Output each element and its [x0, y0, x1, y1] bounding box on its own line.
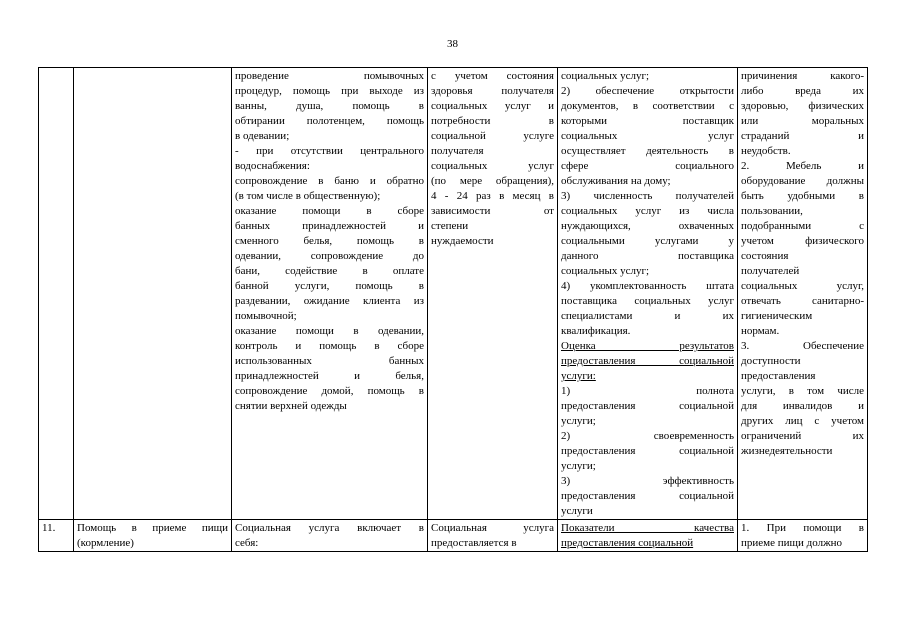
- cell-line: предоставляется в: [431, 537, 517, 549]
- cell-line: сменного белья, помощь в: [235, 235, 424, 247]
- cell-line: Социальная услуга включает в: [235, 522, 424, 534]
- cell-line: подобранными с: [741, 220, 864, 232]
- cell-line: одевании, сопровождение до: [235, 250, 424, 262]
- cell-line: снятии верхней одежды: [235, 400, 347, 412]
- cell-service-content: [232, 68, 428, 520]
- cell-line: 2. Мебель и: [741, 160, 864, 172]
- cell-line: банных принадлежностей и: [235, 220, 424, 232]
- cell-line: предоставления: [741, 370, 816, 382]
- cell-line: документов, в соответствии с: [561, 100, 734, 112]
- cell-line: водоснабжения:: [235, 160, 310, 172]
- cell-line: для инвалидов и: [741, 400, 864, 412]
- cell-line: предоставления социальной: [561, 445, 734, 457]
- cell-line: контроль и помощь в сборе: [235, 340, 424, 352]
- cell-line: услуги:: [561, 370, 596, 382]
- cell-line: оборудование должны: [741, 175, 864, 187]
- cell-line: социальными услугами у: [561, 235, 734, 247]
- cell-line: учетом физического: [741, 235, 864, 247]
- cell-line: раздевании, ожидание клиента из: [235, 295, 424, 307]
- cell-service-name: [74, 68, 232, 520]
- cell-line: отвечать санитарно-: [741, 295, 864, 307]
- cell-line: себя:: [235, 537, 259, 549]
- table-row-continuation: [39, 68, 868, 520]
- cell-line: данного поставщика: [561, 250, 734, 262]
- cell-line: в одевании;: [235, 130, 290, 142]
- cell-line: социальных услуг;: [561, 265, 650, 277]
- cell-line: услуги: [561, 505, 593, 517]
- cell-line: предоставления социальной: [561, 400, 734, 412]
- cell-line: (в том числе в общественную);: [235, 190, 381, 202]
- cell-line: нуждающихся, охваченных: [561, 220, 734, 232]
- cell-line: банной услуги, помощь в: [235, 280, 424, 292]
- cell-line: быть удобными в: [741, 190, 864, 202]
- cell-service-terms: [428, 520, 558, 552]
- cell-line: здоровью, физических: [741, 100, 864, 112]
- cell-line: 1. При помощи в: [741, 522, 864, 534]
- cell-line: которыми поставщик: [561, 115, 734, 127]
- cell-line: гигиеническим: [741, 310, 813, 322]
- cell-line: причинения какого-: [741, 70, 864, 82]
- cell-line: сопровождение домой, помощь в: [235, 385, 424, 397]
- cell-line: услуги;: [561, 415, 596, 427]
- cell-line: 2) своевременность: [561, 430, 734, 442]
- cell-line: процедур, помощь при выходе из: [235, 85, 424, 97]
- cell-service-content: [232, 520, 428, 552]
- cell-line: Показатели качества: [561, 522, 734, 534]
- cell-number: 11.: [39, 520, 74, 552]
- cell-line: - при отсутствии центрального: [235, 145, 424, 157]
- cell-line: состояния: [741, 250, 789, 262]
- cell-line: социальных услуг;: [561, 70, 650, 82]
- cell-quality-indicators: [558, 520, 738, 552]
- cell-line: 4 - 24 раз в месяц в: [431, 190, 554, 202]
- cell-line: Помощь в приеме пищи: [77, 522, 228, 534]
- cell-line: социальных услуг: [431, 160, 554, 172]
- cell-line: использованных банных: [235, 355, 424, 367]
- cell-line: социальной услуге: [431, 130, 554, 142]
- cell-line: социальных услуг и: [431, 100, 554, 112]
- cell-line: оказание помощи в сборе: [235, 205, 424, 217]
- cell-line: или моральных: [741, 115, 864, 127]
- cell-line: принадлежностей и белья,: [235, 370, 424, 382]
- cell-line: зависимости от: [431, 205, 554, 217]
- cell-line: помывочной;: [235, 310, 297, 322]
- table-row-11: [39, 520, 868, 552]
- cell-line: степени: [431, 220, 469, 232]
- cell-line: страданий и: [741, 130, 864, 142]
- cell-line: 2) обеспечение открытости: [561, 85, 734, 97]
- cell-line: нормам.: [741, 325, 780, 337]
- cell-line: поставщика социальных услуг: [561, 295, 734, 307]
- cell-line: 3) эффективность: [561, 475, 734, 487]
- cell-line: социальных услуг,: [741, 280, 864, 292]
- cell-line: (по мере обращения),: [431, 175, 554, 187]
- cell-line: сопровождение в баню и обратно: [235, 175, 424, 187]
- cell-line: специалистами и их: [561, 310, 734, 322]
- cell-line: услуги, в том числе: [741, 385, 864, 397]
- cell-line: 3. Обеспечение: [741, 340, 864, 352]
- cell-line: приеме пищи должно: [741, 537, 843, 549]
- cell-line: социальных услуг из числа: [561, 205, 734, 217]
- cell-line: доступности: [741, 355, 801, 367]
- cell-line: получателей: [741, 265, 800, 277]
- cell-line: предоставления социальной: [561, 537, 694, 549]
- cell-line: проведение помывочных: [235, 70, 424, 82]
- cell-line: обслуживания на дому;: [561, 175, 671, 187]
- cell-line: услуги;: [561, 460, 596, 472]
- cell-line: ограничений их: [741, 430, 864, 442]
- cell-line: обтирании полотенцем, помощь: [235, 115, 424, 127]
- cell-line: предоставления социальной: [561, 490, 734, 502]
- cell-line: осуществляет деятельность в: [561, 145, 734, 157]
- cell-line: предоставления социальной: [561, 355, 734, 367]
- cell-line: ванны, душа, помощь в: [235, 100, 424, 112]
- cell-line: жизнедеятельности: [741, 445, 833, 457]
- cell-line: оказание помощи в одевании,: [235, 325, 424, 337]
- cell-quality-indicators: [558, 68, 738, 520]
- cell-line: 3) численность получателей: [561, 190, 734, 202]
- cell-line: (кормление): [77, 537, 134, 549]
- cell-line: с учетом состояния: [431, 70, 554, 82]
- cell-service-name: [74, 520, 232, 552]
- cell-line: 4) укомплектованность штата: [561, 280, 734, 292]
- cell-line: квалификация.: [561, 325, 631, 337]
- cell-line: 1) полнота: [561, 385, 734, 397]
- cell-service-conditions: [738, 68, 868, 520]
- cell-line: Социальная услуга: [431, 522, 554, 534]
- cell-line: потребности в: [431, 115, 554, 127]
- page-number: 38: [447, 38, 458, 50]
- cell-line: сфере социального: [561, 160, 734, 172]
- cell-line: социальных услуг: [561, 130, 734, 142]
- services-table: [38, 67, 868, 552]
- cell-line: бани, содействие в оплате: [235, 265, 424, 277]
- cell-service-terms: [428, 68, 558, 520]
- cell-line: либо вреда их: [741, 85, 864, 97]
- cell-line: пользовании,: [741, 205, 803, 217]
- cell-line: нуждаемости: [431, 235, 494, 247]
- cell-line: других лиц с учетом: [741, 415, 864, 427]
- cell-line: здоровья получателя: [431, 85, 554, 97]
- cell-number: [39, 68, 74, 520]
- cell-line: получателя: [431, 145, 484, 157]
- cell-service-conditions: [738, 520, 868, 552]
- cell-line: неудобств.: [741, 145, 791, 157]
- cell-line: Оценка результатов: [561, 340, 734, 352]
